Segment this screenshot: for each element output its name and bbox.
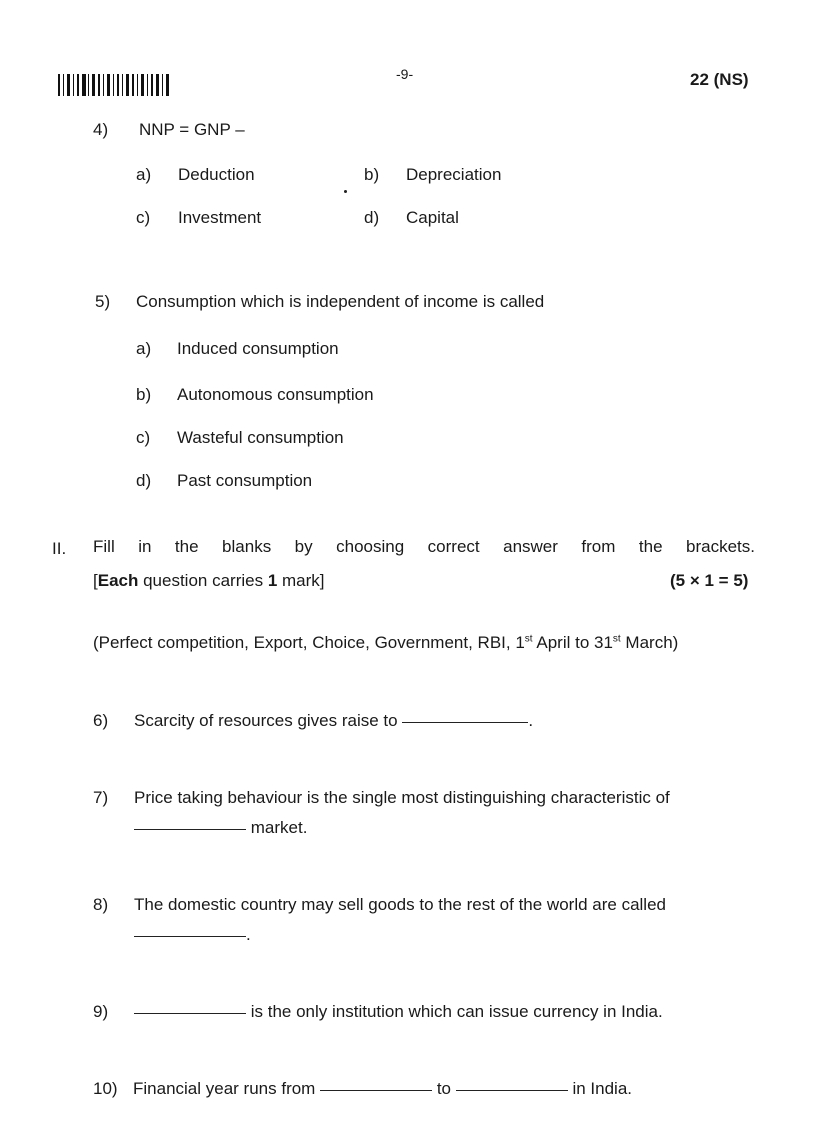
stray-dot [344, 190, 347, 193]
q5-text: Consumption which is independent of income is called [136, 292, 545, 311]
marks-note: [Each question carries 1 mark] [93, 571, 325, 590]
q5-option-d: Past consumption [177, 471, 313, 490]
q8-line1: The domestic country may sell goods to the rest of the world are called [134, 895, 666, 914]
q7-line2: market. [134, 818, 307, 838]
q6-text: Scarcity of resources gives raise to . [134, 711, 534, 730]
q5-option-d-key: d) [136, 471, 152, 490]
q4-option-d: Capital [406, 208, 459, 227]
q4-option-c: Investment [178, 208, 262, 227]
q8-line2: . [134, 925, 251, 945]
q5-option-a-key: a) [136, 339, 152, 358]
section-instruction: Fill in the blanks by choosing correct answer from the brackets. [93, 537, 755, 556]
q4-option-d-key: d) [364, 208, 380, 227]
barcode [58, 74, 170, 96]
page-number: -9- [396, 66, 414, 82]
q5-option-c: Wasteful consumption [177, 428, 344, 447]
q5-option-a: Induced consumption [177, 339, 339, 358]
q6-number: 6) [93, 711, 109, 730]
paper-code: 22 (NS) [690, 70, 749, 89]
q5-option-c-key: c) [136, 428, 151, 447]
q7-number: 7) [93, 788, 109, 807]
answer-choices: (Perfect competition, Export, Choice, Government, RBI, 1st April to 31st March) [93, 633, 679, 652]
q5-option-b-key: b) [136, 385, 152, 404]
q7-line1: Price taking behaviour is the single most distinguishing characteristic of [134, 788, 670, 807]
q9-number: 9) [93, 1002, 109, 1021]
q4-option-b: Depreciation [406, 165, 502, 184]
q4-text: NNP = GNP – [139, 120, 245, 139]
q5-option-b: Autonomous consumption [177, 385, 374, 404]
q10-number: 10) [93, 1079, 118, 1098]
q4-option-a-key: a) [136, 165, 152, 184]
q4-option-c-key: c) [136, 208, 151, 227]
q4-option-a: Deduction [178, 165, 255, 184]
q9-text: is the only institution which can issue currency in India. [134, 1002, 663, 1022]
q5-number: 5) [95, 292, 111, 311]
q10-text: Financial year runs from to in India. [133, 1079, 633, 1098]
marks-total: (5 × 1 = 5) [670, 571, 749, 590]
section-numeral: II. [52, 539, 67, 558]
q4-number: 4) [93, 120, 109, 139]
q8-number: 8) [93, 895, 109, 914]
q4-option-b-key: b) [364, 165, 380, 184]
